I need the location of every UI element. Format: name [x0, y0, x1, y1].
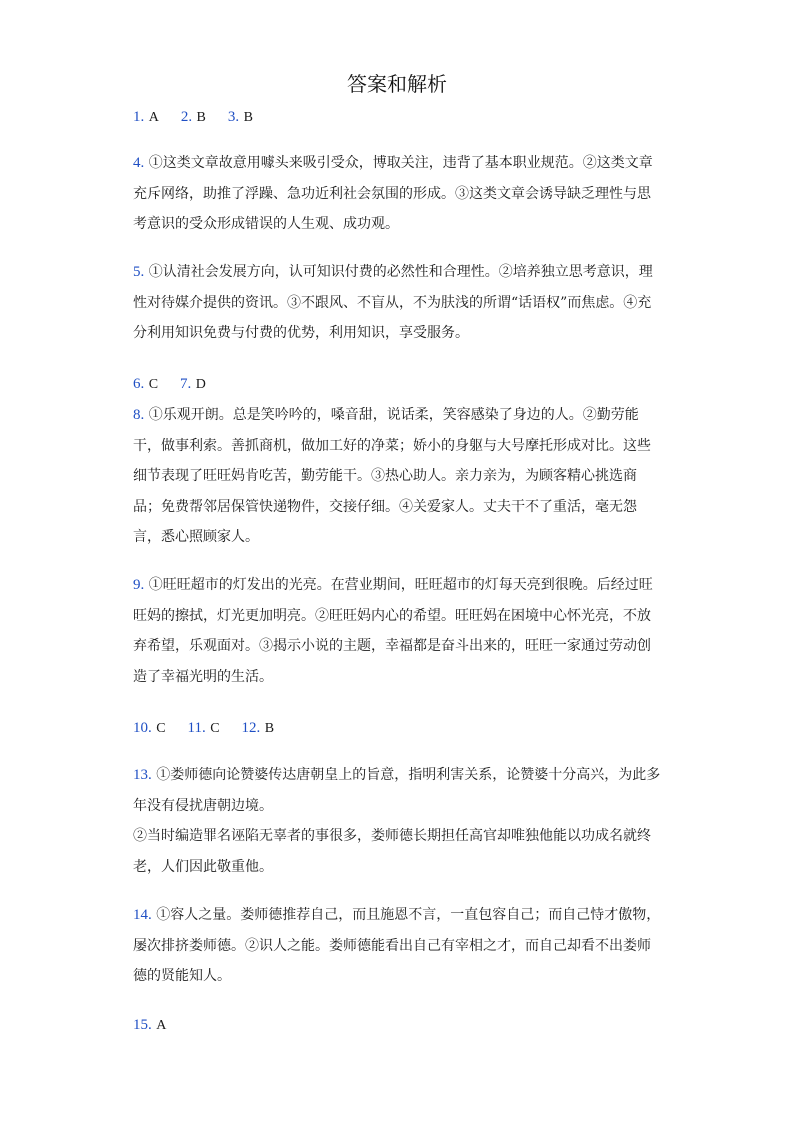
answer-row-6-7 [133, 369, 663, 401]
answer-item [242, 713, 275, 745]
question-number: 5. [133, 264, 145, 280]
answer-item [181, 102, 206, 134]
answer-item [133, 1010, 166, 1042]
answer-text: ①这类文章故意用噱头来吸引受众，博取关注，违背了基本职业规范。②这类文章充斥网络，助推了浮躁、急功近利社会氛围的形成。③这类文章会诱导缺乏理性与思考意识的受众形成错误的人生观、成功观。 [133, 155, 653, 232]
question-number: 8. [133, 407, 145, 423]
answer-text: ①容人之量。娄师德推荐自己，而且施恩不言，一直包容自己；而自己恃才傲物，屡次排挤娄师德。②识人之能。娄师德能看出自己有宰相之才，而自己却看不出娄师德的贤能知人。 [133, 907, 661, 984]
question-number: 9. [133, 577, 145, 593]
question-number: 7. [180, 376, 192, 392]
question-number: 15. [133, 1017, 152, 1033]
question-number: 6. [133, 376, 145, 392]
answer-paragraph-14 [133, 900, 663, 992]
answer-text: ①乐观开朗。总是笑吟吟的，嗓音甜，说话柔，笑容感染了身边的人。②勤劳能干，做事利索。善抓商机，做加工好的净菜；娇小的身躯与大号摩托形成对比。这些细节表现了旺旺妈肯吃苦，勤劳能干。③热心助人。亲力亲为，为顾客精心挑选商品；免费帮邻居保管快递物件，交接仔细。④关爱家人。丈夫干不了重活，毫无怨言，悉心照顾家人。 [133, 407, 651, 545]
question-number: 10. [133, 720, 152, 736]
answer-choice: B [264, 721, 275, 736]
answer-choice: A [148, 110, 159, 125]
question-number: 14. [133, 907, 152, 923]
question-number: 3. [227, 109, 240, 125]
answer-row-1-3 [133, 102, 663, 134]
answer-choice: D [195, 377, 206, 392]
answer-choice: C [156, 721, 166, 736]
answer-choice: A [156, 1018, 167, 1033]
answer-item [188, 713, 220, 745]
question-number: 12. [241, 720, 261, 736]
answer-row-10-12 [133, 713, 663, 745]
answer-item [180, 369, 206, 401]
answer-item [133, 713, 166, 745]
question-number: 1. [133, 109, 145, 125]
answer-text: ①娄师德向论赞婆传达唐朝皇上的旨意，指明利害关系，论赞婆十分高兴，为此多年没有侵扰唐朝边境。 [133, 767, 661, 814]
answer-choice: C [148, 377, 159, 392]
answer-choice: B [243, 110, 253, 125]
question-number: 4. [133, 155, 145, 171]
question-number: 11. [187, 720, 206, 736]
answer-item [228, 102, 253, 134]
answer-text: ①旺旺超市的灯发出的光亮。在营业期间，旺旺超市的灯每天亮到很晚。后经过旺旺妈的擦拭，灯光更加明亮。②旺旺妈内心的希望。旺旺妈在困境中心怀光亮，不放弃希望，乐观面对。③揭示小说的主题，幸福都是奋斗出来的，旺旺一家通过劳动创造了幸福光明的生活。 [133, 577, 653, 685]
answer-text: ①认清社会发展方向，认可知识付费的必然性和合理性。②培养独立思考意识，理性对待媒介提供的资讯。③不跟风、不盲从，不为肤浅的所谓“话语权”而焦虑。④充分利用知识免费与付费的优势，利用知识，享受服务。 [133, 264, 653, 341]
answer-row-15 [133, 1010, 663, 1042]
answer-choice: C [210, 721, 220, 736]
answer-line [133, 760, 663, 821]
answer-paragraph-13 [133, 760, 663, 882]
answer-paragraph-8 [133, 400, 663, 553]
answer-item [133, 102, 159, 134]
question-number: 2. [180, 109, 193, 125]
answer-item [133, 369, 158, 401]
answer-paragraph-9 [133, 570, 663, 692]
answer-paragraph-4 [133, 148, 663, 240]
question-number: 13. [133, 767, 152, 783]
answer-paragraph-5 [133, 257, 663, 349]
answer-line: ②当时编造罪名诬陷无辜者的事很多，娄师德长期担任高官却唯独他能以功成名就终老，人们因此敬重他。 [133, 828, 651, 875]
answer-choice: B [196, 110, 206, 125]
page-title: 答案和解析 [347, 72, 447, 96]
